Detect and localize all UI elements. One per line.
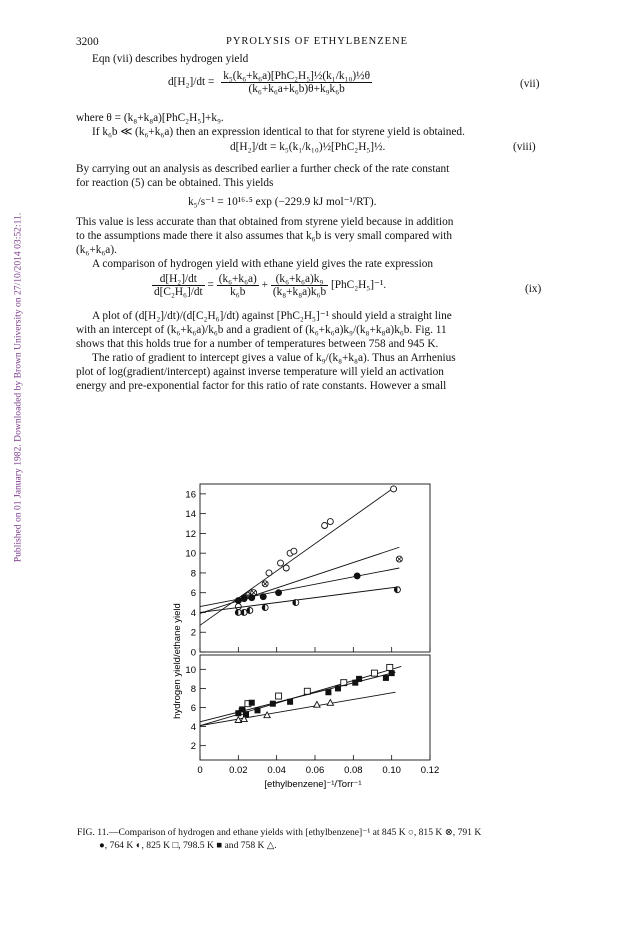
data-point-open-square: [276, 693, 282, 699]
x-axis-label: [ethylbenzene]⁻¹/Torr⁻¹: [264, 779, 362, 790]
data-point-open-triangle: [314, 701, 320, 707]
equation-viii-label: (viii): [513, 141, 536, 153]
y-tick-label: 14: [185, 509, 196, 521]
data-point-filled-square: [335, 685, 341, 691]
data-point-open-circle: [327, 519, 333, 525]
x-axis: [197, 765, 439, 776]
paragraph-accuracy-line-1: This value is less accurate than that obtained from styrene yield because in addition: [76, 216, 454, 228]
x-tick-label: 0.06: [305, 765, 325, 776]
paragraph-accuracy-line-2: to the assumptions made there it also assumes that k₆b is very small compared with: [76, 230, 453, 242]
caption-line-1: FIG. 11.—Comparison of hydrogen and ethane yields with [ethylbenzene]⁻¹ at 845 K ○, 815 K ⊗, 791 K: [77, 827, 482, 838]
paragraph-comparison: A comparison of hydrogen yield with ethane yield gives the rate expression: [92, 258, 434, 270]
y-tick-label: 4: [190, 722, 196, 734]
paragraph-ratio-line-3: energy and pre-exponential factor for this ratio of rate constants. However a small: [76, 380, 447, 392]
paragraph-check-line-1: By carrying out an analysis as described earlier a further check of the rate constant: [76, 163, 450, 175]
y-tick-label: 12: [185, 528, 196, 540]
data-point-filled-square: [255, 707, 261, 713]
data-point-filled-square: [356, 676, 362, 682]
x-tick-label: 0.10: [382, 765, 401, 776]
y-tick-label: 8: [190, 568, 196, 580]
data-point-open-circle: [266, 570, 272, 576]
y-tick-label: 6: [190, 588, 196, 600]
data-point-open-circle: [391, 486, 397, 492]
paragraph-check-line-2: for reaction (5) can be obtained. This yields: [76, 177, 274, 189]
data-point-open-circle: [322, 523, 328, 529]
where-line: where θ = (k₈+k₈a)[PhC₂H₅]+k₉.: [76, 112, 224, 124]
data-point-open-square: [371, 670, 377, 676]
equation-vii-label: (vii): [520, 78, 540, 90]
y-tick-label: 6: [190, 703, 196, 714]
figure-caption: [77, 827, 543, 852]
fit-line: [200, 568, 399, 607]
y-tick-label: 16: [185, 489, 196, 501]
paragraph-accuracy-line-3: (k₆+k₆a).: [76, 244, 117, 256]
y-axis-label: hydrogen yield/ethane yield: [172, 603, 183, 719]
y-tick-label: 10: [185, 664, 196, 676]
equation-ix-label: (ix): [525, 283, 542, 295]
y-tick-label: 2: [190, 627, 196, 639]
data-point-filled-square: [270, 701, 276, 707]
y-tick-label: 8: [190, 683, 196, 695]
paragraph-ratio-line-1: The ratio of gradient to intercept gives a value of k₉/(k₈+k₈a). Thus an Arrhenius: [92, 352, 456, 364]
y-tick-label: 10: [185, 548, 196, 560]
y-tick-label: 4: [190, 607, 196, 619]
lower-panel: [185, 655, 430, 760]
equation-ix: $\frac{\text{d[H₂]/dt}}{\text{d[C₂H₆]/dt}}$ = $\frac{\text{(k₆+k₆a)}}{\text{k₆b}}$ + $\frac{\text{(k₆+k₆a)k₉}}{\text{(k₈+k₈a)k₆b}}$ [PhC₂H₅]⁻¹.: [154, 273, 387, 298]
data-point-open-circle: [283, 565, 289, 571]
x-tick-label: 0: [197, 765, 203, 776]
data-point-filled-circle: [276, 590, 282, 596]
data-point-filled-square: [249, 700, 255, 706]
data-point-filled-circle: [241, 595, 247, 601]
x-tick-label: 0.12: [420, 765, 440, 776]
data-point-filled-square: [325, 689, 331, 695]
y-tick-label: 0: [190, 647, 196, 659]
eq-vii-numerator: k₅(k₆+k₆a)[PhC₂H₅]½(k₁/k₁₀)½θ: [223, 70, 371, 82]
paragraph-ratio-line-2: plot of log(gradient/intercept) against inverse temperature will yield an activation: [76, 366, 444, 378]
panel-frame: [200, 484, 430, 652]
data-point-open-circle: [291, 548, 297, 554]
data-point-open-circle: [278, 560, 284, 566]
eq-vii-denominator: (k₆+k₆a+k₆b)θ+k₉k₆b: [248, 83, 345, 95]
equation-k5: k₅/s⁻¹ = 10¹⁶·⁵ exp (−229.9 kJ mol⁻¹/RT).: [188, 196, 377, 208]
data-point-filled-circle: [260, 594, 266, 600]
x-tick-label: 0.02: [229, 765, 248, 776]
x-tick-label: 0.08: [344, 765, 363, 776]
x-tick-label: 0.04: [267, 765, 286, 776]
data-point-filled-circle: [354, 573, 360, 579]
fit-line: [200, 547, 399, 613]
data-point-filled-circle: [235, 598, 241, 604]
equation-viii: d[H₂]/dt = k₅(k₁/k₁₀)½[PhC₂H₅]½.: [230, 141, 386, 153]
data-point-filled-square: [287, 699, 293, 705]
data-point-open-circle: [235, 604, 241, 610]
download-watermark: Published on 01 January 1982. Downloaded by Brown University on 27/10/2014 03:52:11.: [12, 212, 24, 563]
data-point-open-square: [304, 688, 310, 694]
paragraph-intro: Eqn (vii) describes hydrogen yield: [92, 53, 249, 65]
upper-panel: [185, 484, 430, 659]
y-tick-label: 2: [190, 741, 196, 753]
data-point-filled-square: [389, 670, 395, 676]
data-point-open-square: [387, 664, 393, 670]
running-title: PYROLYSIS OF ETHYLBENZENE: [226, 36, 409, 47]
page-number: 3200: [76, 36, 99, 48]
if-line: If k₆b ≪ (k₆+k₆a) then an expression identical to that for styrene yield is obtained.: [92, 126, 465, 138]
caption-line-2: ●, 764 K ◐, 825 K □, 798.5 K ■ and 758 K △.: [99, 839, 277, 851]
paragraph-plot-line-2: with an intercept of (k₆+k₆a)/k₆b and a gradient of (k₆+k₆a)k₉/(k₈+k₈a)k₆b. Fig. 11: [76, 324, 447, 336]
paragraph-plot-line-3: shows that this holds true for a number of temperatures between 758 and 945 K.: [76, 338, 439, 350]
data-point-open-triangle: [327, 700, 333, 706]
paragraph-plot-line-1: A plot of (d[H₂]/dt)/(d[C₂H₆]/dt) against [PhC₂H₅]⁻¹ should yield a straight line: [92, 310, 452, 322]
equation-vii: d[H₂]/dt = $\frac{\text{k₅(k₆+k₆a)[PhC₂H₅]½(k₁/k₁₀)½θ}}{\text{(k₆+k₆a+k₆b)θ+k₉k₆b}}$: [168, 70, 371, 95]
fit-line: [200, 587, 399, 613]
data-point-filled-square: [383, 675, 389, 681]
data-point-filled-circle: [249, 595, 255, 601]
